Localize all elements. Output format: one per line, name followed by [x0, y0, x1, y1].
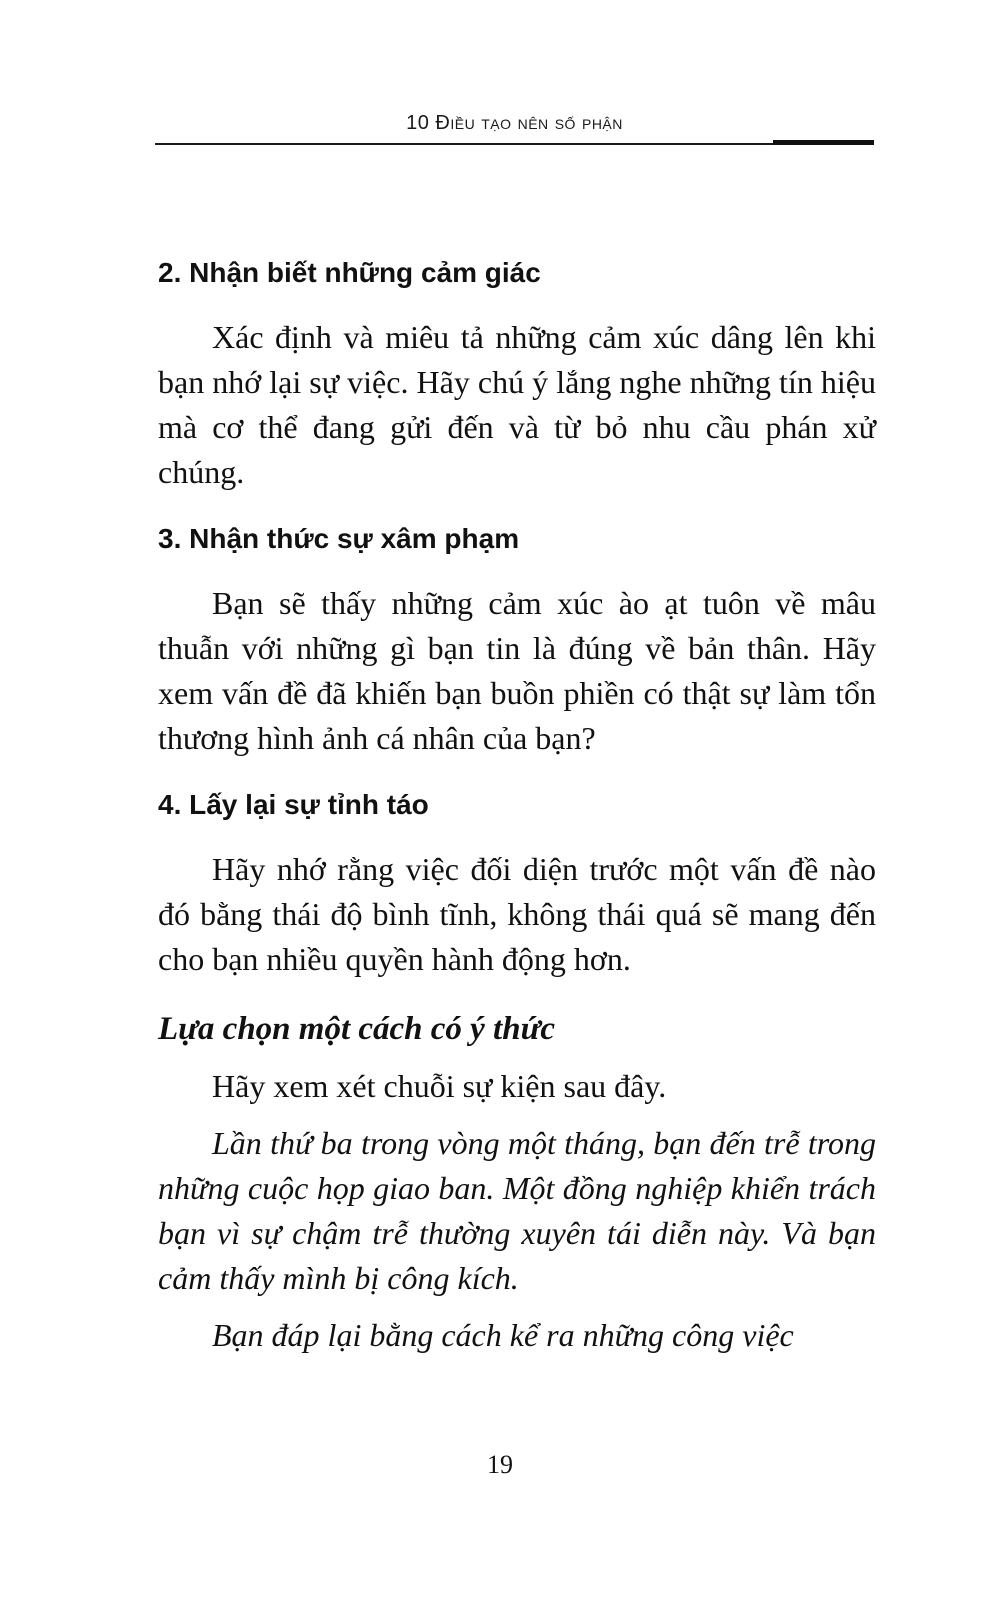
header-rule-accent: [773, 140, 874, 145]
running-header: [155, 112, 874, 148]
section-paragraph-4: Hãy nhớ rằng việc đối diện trước một vấn đề nào đó bằng thái độ bình tĩnh, không thái quá sẽ mang đến cho bạn nhiều quyền hành động hơn.: [158, 851, 876, 977]
header-rule: [155, 143, 874, 145]
section-heading-2: 2. Nhận biết những cảm giác: [158, 257, 541, 288]
conscious-choice-heading: Lựa chọn một cách có ý thức: [158, 1011, 555, 1047]
section-paragraph-2: Xác định và miêu tả những cảm xúc dâng lên khi bạn nhớ lại sự việc. Hãy chú ý lắng nghe những tín hiệu mà cơ thể đang gửi đến và từ bỏ nhu cầu phán xử chúng.: [158, 319, 876, 490]
section-heading-4: 4. Lấy lại sự tỉnh táo: [158, 789, 429, 820]
example-paragraph-1: Lần thứ ba trong vòng một tháng, bạn đến trễ trong những cuộc họp giao ban. Một đồng nghiệp khiển trách bạn vì sự chậm trễ thường xuyên tái diễn này. Và bạn cảm thấy mình bị công kích.: [158, 1125, 876, 1296]
running-title: 10 Điều tạo nên số phận: [406, 112, 623, 134]
page-body: [158, 255, 876, 1384]
page-number: 19: [487, 1450, 513, 1479]
section-heading-3: 3. Nhận thức sự xâm phạm: [158, 523, 520, 554]
example-paragraph-2: Bạn đáp lại bằng cách kể ra những công việc: [212, 1317, 794, 1353]
conscious-choice-intro: Hãy xem xét chuỗi sự kiện sau đây.: [212, 1068, 667, 1104]
section-paragraph-3: Bạn sẽ thấy những cảm xúc ào ạt tuôn về mâu thuẫn với những gì bạn tin là đúng về bản thân. Hãy xem vấn đề đã khiến bạn buồn phiền có thật sự làm tổn thương hình ảnh cá nhân của bạn?: [158, 585, 876, 756]
